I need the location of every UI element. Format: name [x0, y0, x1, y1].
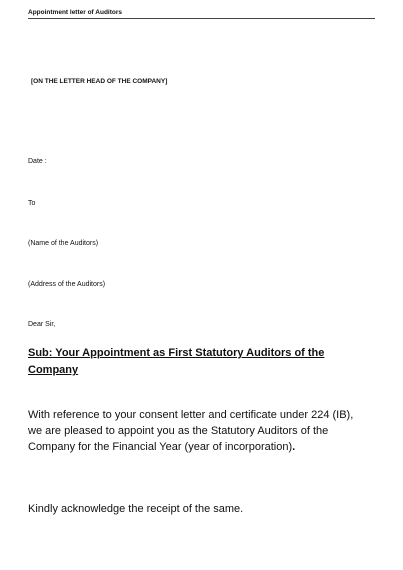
document-header-title: Appointment letter of Auditors — [28, 9, 123, 16]
letterhead-placeholder: [ON THE LETTER HEAD OF THE COMPANY] — [31, 78, 168, 85]
auditor-name: (Name of the Auditors) — [28, 240, 99, 247]
body-paragraph-2: Kindly acknowledge the receipt of the same. — [28, 503, 244, 515]
body-paragraph-1-text: With reference to your consent letter and certificate under 224 (IB), we are pleased to appoint you as the Statutory Auditors of the Company for the Financial Year (year of incorporation) — [28, 409, 354, 453]
salutation: Dear Sir, — [28, 321, 56, 328]
auditor-address: (Address of the Auditors) — [28, 281, 106, 288]
body-paragraph-1-end: . — [292, 441, 296, 453]
header-divider — [28, 18, 375, 19]
body-paragraph-1 — [28, 407, 358, 455]
date-label: Date : — [28, 158, 47, 165]
subject-line: Sub: Your Appointment as First Statutory Auditors of the Company — [28, 347, 325, 376]
to-label: To — [28, 200, 36, 207]
